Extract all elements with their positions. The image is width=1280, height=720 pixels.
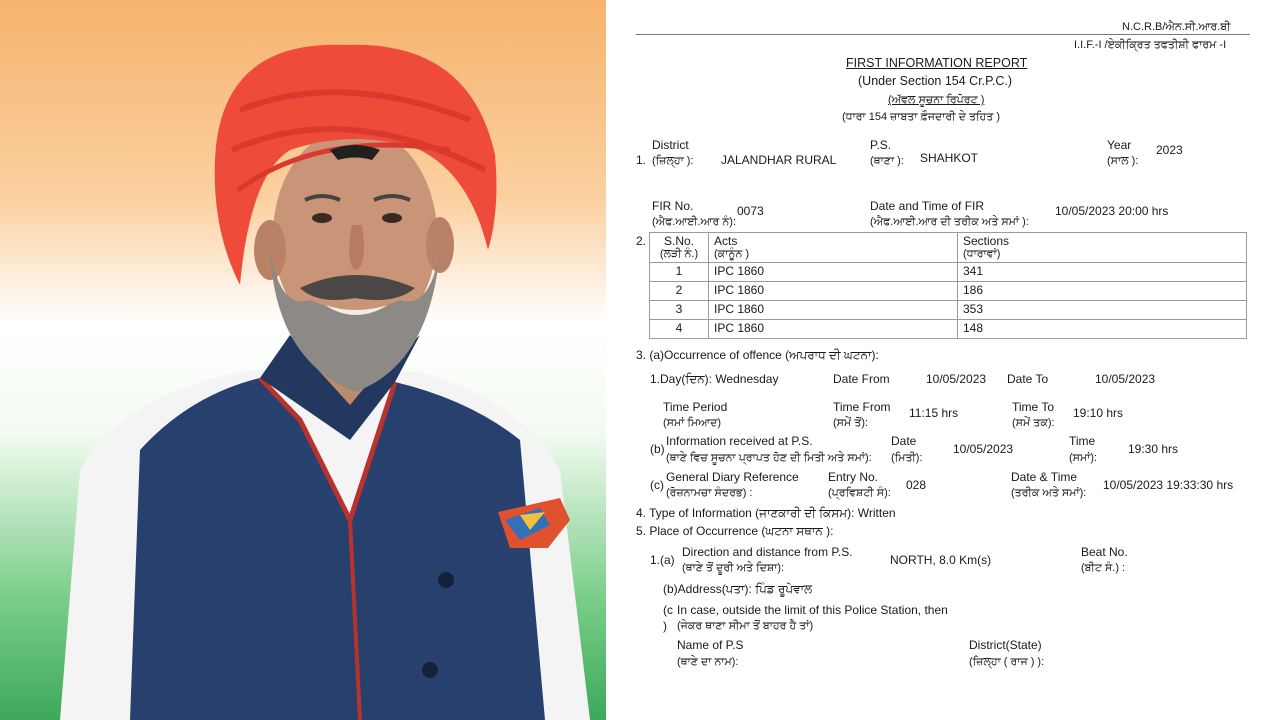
place-heading: 5. Place of Occurrence (ਘਟਨਾ ਸਥਾਨ ): <box>636 524 834 538</box>
cell-section: 186 <box>958 282 1247 301</box>
header-acts-pa: (ਕਾਨੂੰਨ ) <box>714 248 750 260</box>
ps-value: SHAHKOT <box>920 151 979 165</box>
portrait-illustration <box>0 0 606 720</box>
cell-sno: 2 <box>650 282 709 301</box>
time-period-label: Time Period <box>663 400 728 414</box>
outside-label-punjabi: (ਜੇਕਰ ਥਾਣਾ ਸੀਮਾ ਤੋਂ ਬਾਹਰ ਹੈ ਤਾਂ) <box>677 620 814 632</box>
header-acts <box>709 233 958 263</box>
gd-datetime-label: Date & Time <box>1011 470 1078 484</box>
header-sno <box>650 233 709 263</box>
table-row <box>650 301 1247 320</box>
entry-no-value: 028 <box>906 478 927 492</box>
header-acts-en: Acts <box>714 234 738 248</box>
occurrence-day: 1.Day(ਦਿਨ): Wednesday <box>650 372 779 386</box>
year-value: 2023 <box>1156 143 1183 157</box>
page-title: FIRST INFORMATION REPORT <box>846 56 1028 70</box>
header-divider <box>636 34 1250 35</box>
header-sno-pa: (ਲੜੀ ਨੰ.) <box>659 248 699 260</box>
table-row <box>650 263 1247 282</box>
row1-number: 1. <box>636 153 647 167</box>
time-period-label-punjabi: (ਸਮਾਂ ਮਿਆਦ) <box>663 417 722 429</box>
date-to-label: Date To <box>1007 372 1049 386</box>
acts-table <box>649 232 1247 339</box>
info-received-prefix: (b) <box>650 442 665 456</box>
header-sections <box>958 233 1247 263</box>
address: (b)Address(ਪਤਾ): ਪਿੰਡ ਰੂਪੇਵਾਲ <box>663 582 813 596</box>
date-to-value: 10/05/2023 <box>1095 372 1156 386</box>
entry-no-label: Entry No. <box>828 470 879 484</box>
info-date-label: Date <box>891 434 917 448</box>
page-subtitle: (Under Section 154 Cr.P.C.) <box>858 74 1013 88</box>
beat-label: Beat No. <box>1081 545 1128 559</box>
acts-table-header <box>650 233 1247 263</box>
direction-value: NORTH, 8.0 Km(s) <box>890 553 992 567</box>
acts-section-number: 2. <box>636 234 647 248</box>
cell-section: 341 <box>958 263 1247 282</box>
direction-label-punjabi: (ਥਾਣੇ ਤੋਂ ਦੂਰੀ ਅਤੇ ਦਿਸ਼ਾ): <box>682 562 785 574</box>
info-date-value: 10/05/2023 <box>953 442 1014 456</box>
district-value: JALANDHAR RURAL <box>721 153 837 167</box>
cell-section: 148 <box>958 320 1247 339</box>
year-label: Year <box>1107 138 1132 152</box>
direction-label: Direction and distance from P.S. <box>682 545 853 559</box>
time-from-label-punjabi: (ਸਮੇਂ ਤੋਂ): <box>833 417 869 429</box>
gd-prefix: (c) <box>650 478 664 492</box>
district-label-punjabi: (ਜ਼ਿਲ੍ਹਾ ): <box>652 155 694 167</box>
cell-act: IPC 1860 <box>709 263 958 282</box>
iif-label: I.I.F.-I /ਏਕੀਕ੍ਰਿਤ ਤਫਤੀਸ਼ੀ ਫਾਰਮ -I <box>1074 39 1227 51</box>
date-from-value: 10/05/2023 <box>926 372 987 386</box>
cell-sno: 1 <box>650 263 709 282</box>
ps-label: P.S. <box>870 138 892 152</box>
info-time-label: Time <box>1069 434 1096 448</box>
ps-label-punjabi: (ਥਾਣਾ ): <box>870 155 904 167</box>
entry-no-label-punjabi: (ਪ੍ਰਵਿਸ਼ਟੀ ਸੰ): <box>828 487 891 499</box>
fir-no-label-punjabi: (ਐਫ.ਆਈ.ਆਰ ਨੰ): <box>652 216 736 228</box>
outside-label: In case, outside the limit of this Police Station, then <box>677 603 948 617</box>
table-row <box>650 320 1247 339</box>
gd-datetime-value: 10/05/2023 19:33:30 hrs <box>1103 478 1234 492</box>
ncrb-label: N.C.R.B/ਐਨ.ਸੀ.ਆਰ.ਬੀ <box>1122 21 1231 33</box>
cell-sno: 4 <box>650 320 709 339</box>
district-state-label: District(State) <box>969 638 1042 652</box>
gd-label: General Diary Reference <box>666 470 799 484</box>
page-subtitle-punjabi: (ਧਾਰਾ 154 ਜ਼ਾਬਤਾ ਫ਼ੌਜਦਾਰੀ ਦੇ ਤਹਿਤ ) <box>842 111 1001 123</box>
time-to-label-punjabi: (ਸਮੇਂ ਤਕ): <box>1012 417 1055 429</box>
occurrence-heading: 3. (a)Occurrence of offence (ਅਪਰਾਧ ਦੀ ਘਟਨਾ): <box>636 348 879 362</box>
header-sno-en: S.No. <box>663 234 694 248</box>
beat-label-punjabi: (ਬੀਟ ਸੰ.) : <box>1081 562 1126 574</box>
cell-act: IPC 1860 <box>709 282 958 301</box>
ps-name-label-punjabi: (ਥਾਣੇ ਦਾ ਨਾਮ): <box>677 656 739 668</box>
info-time-label-punjabi: (ਸਮਾਂ): <box>1069 452 1098 464</box>
district-state-label-punjabi: (ਜ਼ਿਲ੍ਹਾ ( ਰਾਜ ) ): <box>969 656 1045 668</box>
type-of-information: 4. Type of Information (ਜਾਣਕਾਰੀ ਦੀ ਕਿਸਮ): Written <box>636 506 896 520</box>
cell-section: 353 <box>958 301 1247 320</box>
time-from-value: 11:15 hrs <box>909 406 959 420</box>
info-time-value: 19:30 hrs <box>1128 442 1179 456</box>
page-title-punjabi: (ਅੱਵਲ ਸੂਚਨਾ ਰਿਪੋਰਟ ) <box>888 94 985 106</box>
outside-prefix: (c <box>663 603 673 617</box>
date-from-label: Date From <box>833 372 890 386</box>
cell-act: IPC 1860 <box>709 301 958 320</box>
fir-no-label: FIR No. <box>652 199 694 213</box>
place-1a-prefix: 1.(a) <box>650 553 675 567</box>
time-to-value: 19:10 hrs <box>1073 406 1124 420</box>
outside-prefix-close: ) <box>663 619 667 633</box>
header-sections-en: Sections <box>963 234 1010 248</box>
fir-datetime-label-punjabi: (ਐਫ.ਆਈ.ਆਰ ਦੀ ਤਰੀਕ ਅਤੇ ਸਮਾਂ ): <box>870 216 1029 228</box>
year-label-punjabi: (ਸਾਲ ): <box>1107 155 1139 167</box>
info-received-label: Information received at P.S. <box>666 434 813 448</box>
fir-datetime-label: Date and Time of FIR <box>870 199 985 213</box>
time-from-label: Time From <box>833 400 891 414</box>
fir-datetime-value: 10/05/2023 20:00 hrs <box>1055 204 1169 218</box>
info-received-label-punjabi: (ਥਾਣੇ ਵਿਚ ਸੂਚਨਾ ਪ੍ਰਾਪਤ ਹੋਣ ਦੀ ਮਿਤੀ ਅਤੇ ਸਮਾਂ): <box>666 452 872 464</box>
portrait-photo <box>0 0 606 720</box>
district-label: District <box>652 138 689 152</box>
gd-label-punjabi: (ਰੋਜ਼ਨਾਮਚਾ ਸੰਦਰਭ) : <box>666 487 753 499</box>
gd-datetime-label-punjabi: (ਤਰੀਕ ਅਤੇ ਸਮਾਂ): <box>1011 487 1087 499</box>
ps-name-label: Name of P.S <box>677 638 744 652</box>
table-row <box>650 282 1247 301</box>
cell-sno: 3 <box>650 301 709 320</box>
time-to-label: Time To <box>1012 400 1055 414</box>
header-sections-pa: (ਧਾਰਾਵਾਂ) <box>963 248 1001 260</box>
info-date-label-punjabi: (ਮਿਤੀ): <box>891 452 923 464</box>
fir-no-value: 0073 <box>737 204 764 218</box>
cell-act: IPC 1860 <box>709 320 958 339</box>
